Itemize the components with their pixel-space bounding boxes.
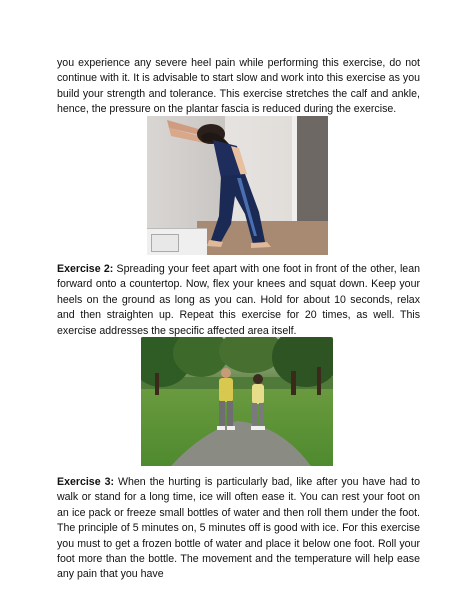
exercise-2-label: Exercise 2: [57,263,114,275]
exercise-2-text: Spreading your feet apart with one foot in front of the other, lean forward onto a countertop. Now, flex your knees and squat down. Keep your heels on the ground as long as you can. Hold for about 10 seconds, relax and then straighten up. Repeat this exercise for 20 times, as well. This exercise addresses the specific affected area itself. [57,263,420,337]
couple-walking-photo [141,337,333,466]
intro-paragraph [57,56,420,118]
exercise-3-paragraph [57,475,420,583]
intro-text: you experience any severe heel pain while performing this exercise, do not continue with it. It is advisable to start slow and work into this exercise as you build your strength and tolerance. This exercise stretches the calf and ankle, hence, the pressure on the plantar fascia is reduced during the exercise. [57,57,420,116]
wall-stretch-photo [147,116,328,255]
exercise-3-text: When the hurting is particularly bad, like after you have had to walk or stand for a long time, ice will often ease it. You can rest your foot on an ice pack or freeze small bottles of water and then roll them under the foot. The principle of 5 minutes on, 5 minutes off is good with ice. For this exercise you must to get a frozen bottle of water and place it below one foot. Roll your foot more than the bottle. The movement and the temperature will help ease any pain that you have [57,476,420,581]
exercise-2-paragraph [57,262,420,339]
woman-stretching-figure [147,116,328,255]
walking-couple-figures [141,337,333,466]
exercise-3-label: Exercise 3: [57,476,115,488]
